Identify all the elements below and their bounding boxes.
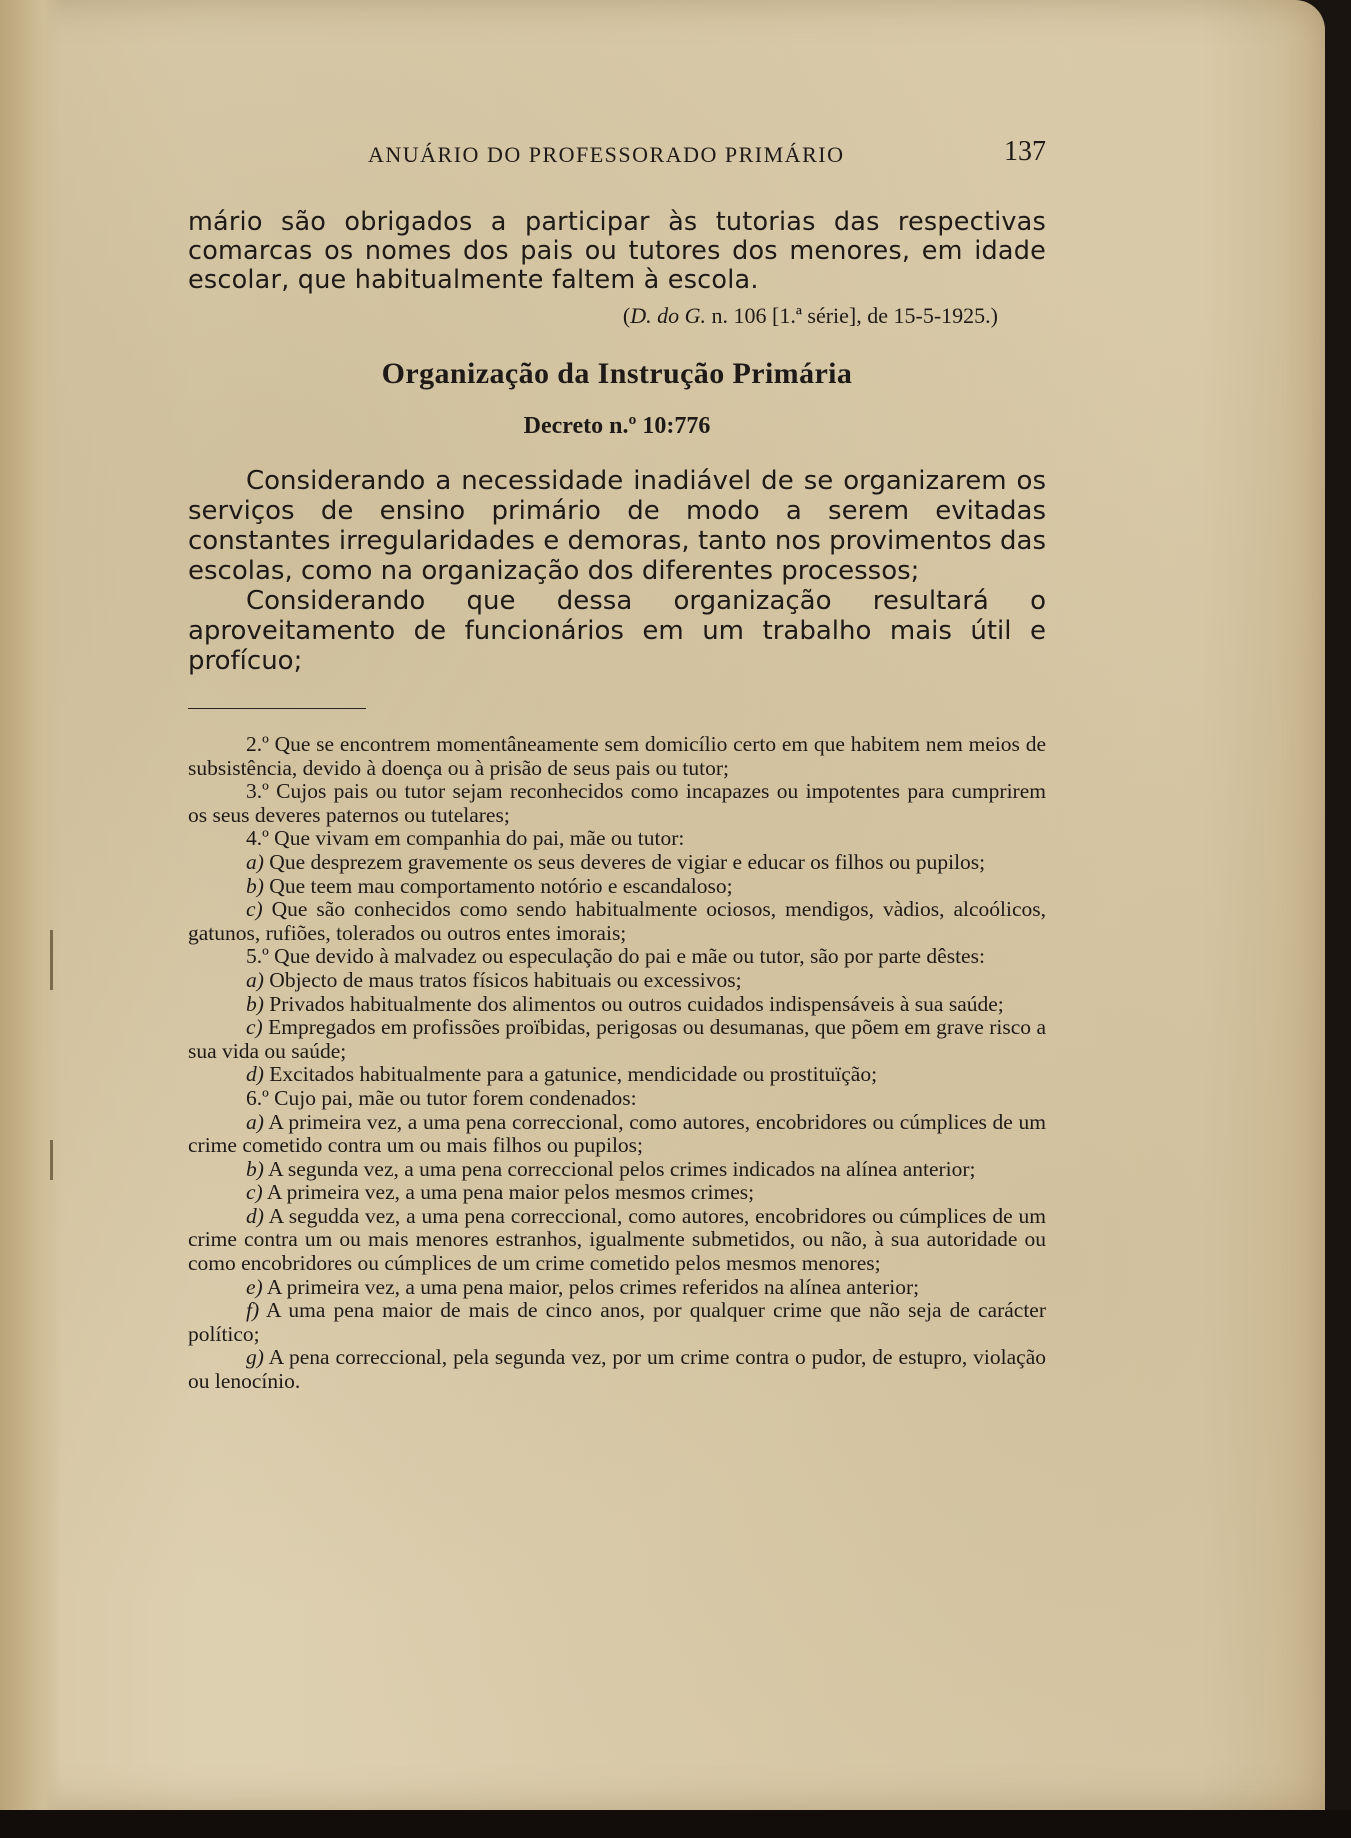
citation-source: D. do G. [630, 303, 706, 328]
footnote-text: Que são conhecidos como sendo habitualmente ociosos, mendigos, vàdios, alcoólicos, gatunos, rufiões, tolerados ou outros entes imorais; [188, 897, 1046, 945]
footnote-text: A segunda vez, a uma pena correccional pelos crimes indicados na alínea anterior; [263, 1156, 976, 1181]
footnote-text: 4.º Que vivam em companhia do pai, mãe ou tutor: [246, 826, 685, 851]
footnote-text: A uma pena maior de mais de cinco anos, por qualquer crime que não seja de carácter político; [188, 1298, 1046, 1346]
footnote-item [188, 875, 1046, 899]
footnote-item [188, 993, 1046, 1017]
footnote-item [188, 1299, 1046, 1346]
page-content [188, 130, 1046, 1394]
footnote-item [188, 780, 1046, 827]
footnote-label: c) [246, 897, 263, 922]
section-title: Organização da Instrução Primária [381, 357, 853, 390]
footnote-label: a) [246, 849, 264, 874]
footnote-text: Que teem mau comportamento notório e escandaloso; [263, 873, 733, 898]
binding-mark-lower [50, 1140, 53, 1180]
citation-open: ( [622, 303, 631, 328]
running-header [188, 130, 1046, 170]
citation [188, 303, 1046, 329]
footnote-text: 2.º Que se encontrem momentâneamente sem domicílio certo em que habitem nem meios de subsistência, devido à doença ou à prisão de seus pais ou tutor; [188, 732, 1046, 780]
footnote-text: Que desprezem gravemente os seus deveres de vigiar e educar os filhos ou pupilos; [263, 849, 986, 874]
footnote-text: Objecto de maus tratos físicos habituais ou excessivos; [263, 967, 742, 992]
footnotes [188, 733, 1046, 1394]
footnote-item [188, 1181, 1046, 1205]
footnote-item [188, 969, 1046, 993]
body-paragraph: Considerando que dessa organização resultará o aproveitamento de funcionários em um trabalho mais útil e profícuo; [188, 586, 1046, 676]
footnote-item [188, 945, 1046, 969]
decree-heading: Decreto n.º 10:776 [523, 413, 711, 439]
footnote-label: c) [246, 1015, 263, 1040]
footnote-rule [188, 708, 366, 709]
running-title: ANUÁRIO DO PROFESSORADO PRIMÁRIO [368, 142, 845, 167]
footnote-label: d) [246, 1203, 264, 1228]
footnote-label: d) [246, 1062, 264, 1087]
body-paragraph: Considerando a necessidade inadiável de se organizarem os serviços de ensino primário de modo a serem evitadas constantes irregularidades e demoras, tanto nos provimentos das escolas, como na organização dos diferentes processos; [188, 466, 1046, 586]
footnote-label: f) [246, 1298, 260, 1323]
footnote-item [188, 1016, 1046, 1063]
footnote-label: b) [246, 873, 264, 898]
footnote-item [188, 1063, 1046, 1087]
footnote-text: Privados habitualmente dos alimentos ou outros cuidados indispensáveis à sua saúde; [263, 991, 1004, 1016]
footnote-text: A primeira vez, a uma pena maior pelos mesmos crimes; [262, 1180, 755, 1205]
footnote-item [188, 898, 1046, 945]
footnote-text: 6.º Cujo pai, mãe ou tutor forem condenados: [246, 1085, 637, 1110]
footnote-text: A primeira vez, a uma pena correccional, como autores, encobridores ou cúmplices de um crime cometido contra um ou mais filhos ou pupilos; [188, 1109, 1046, 1158]
footnote-label: g) [246, 1345, 264, 1370]
footnote-label: b) [246, 991, 264, 1016]
citation-rest: n. 106 [1.ª série], de 15-5-1925.) [706, 303, 998, 328]
footnote-text: A pena correccional, pela segunda vez, por um crime contra o pudor, de estupro, violação ou lenocínio. [188, 1345, 1046, 1394]
footnote-text: A segudda vez, a uma pena correccional, como autores, encobridores ou cúmplices de um crime contra um ou mais menores estranhos, igualmente submetidos, ou não, à sua autoridade ou como encobridores ou cúmplices de um crime cometido pelos mesmos menores; [188, 1203, 1046, 1276]
footnote-item [188, 1111, 1046, 1158]
footnote-item [188, 733, 1046, 780]
footnote-text: A primeira vez, a uma pena maior, pelos crimes referidos na alínea anterior; [262, 1274, 920, 1299]
footnote-item [188, 851, 1046, 875]
footnote-label: b) [246, 1156, 264, 1181]
footnote-item [188, 1158, 1046, 1182]
footnote-label: e) [246, 1274, 263, 1299]
footnote-label: a) [246, 967, 264, 992]
footnote-item [188, 1276, 1046, 1300]
footnote-item [188, 1346, 1046, 1393]
footnote-label: a) [246, 1109, 264, 1134]
binding-mark [50, 930, 53, 990]
carryover-paragraph: mário são obrigados a participar às tutorias das respectivas comarcas os nomes dos pais ou tutores dos menores, em idade escolar, que habitualmente faltem à escola. [188, 207, 1046, 295]
footnote-label: c) [246, 1180, 263, 1205]
scan-border [0, 1810, 1351, 1838]
footnote-text: 3.º Cujos pais ou tutor sejam reconhecidos como incapazes ou impotentes para cumprirem os seus deveres paternos ou tutelares; [188, 779, 1046, 827]
decree-body [188, 466, 1046, 676]
footnote-text: 5.º Que devido à malvadez ou especulação do pai e mãe ou tutor, são por parte dêstes: [246, 944, 985, 969]
footnote-item [188, 1205, 1046, 1276]
footnote-text: Excitados habitualmente para a gatunice, mendicidade ou prostituïção; [263, 1062, 878, 1087]
footnote-item [188, 1087, 1046, 1111]
page-gutter [0, 0, 62, 1810]
footnote-item [188, 827, 1046, 851]
page-number: 137 [1004, 136, 1046, 167]
footnote-text: Empregados em profissões proïbidas, perigosas ou desumanas, que põem em grave risco a sua vida ou saúde; [188, 1015, 1046, 1063]
